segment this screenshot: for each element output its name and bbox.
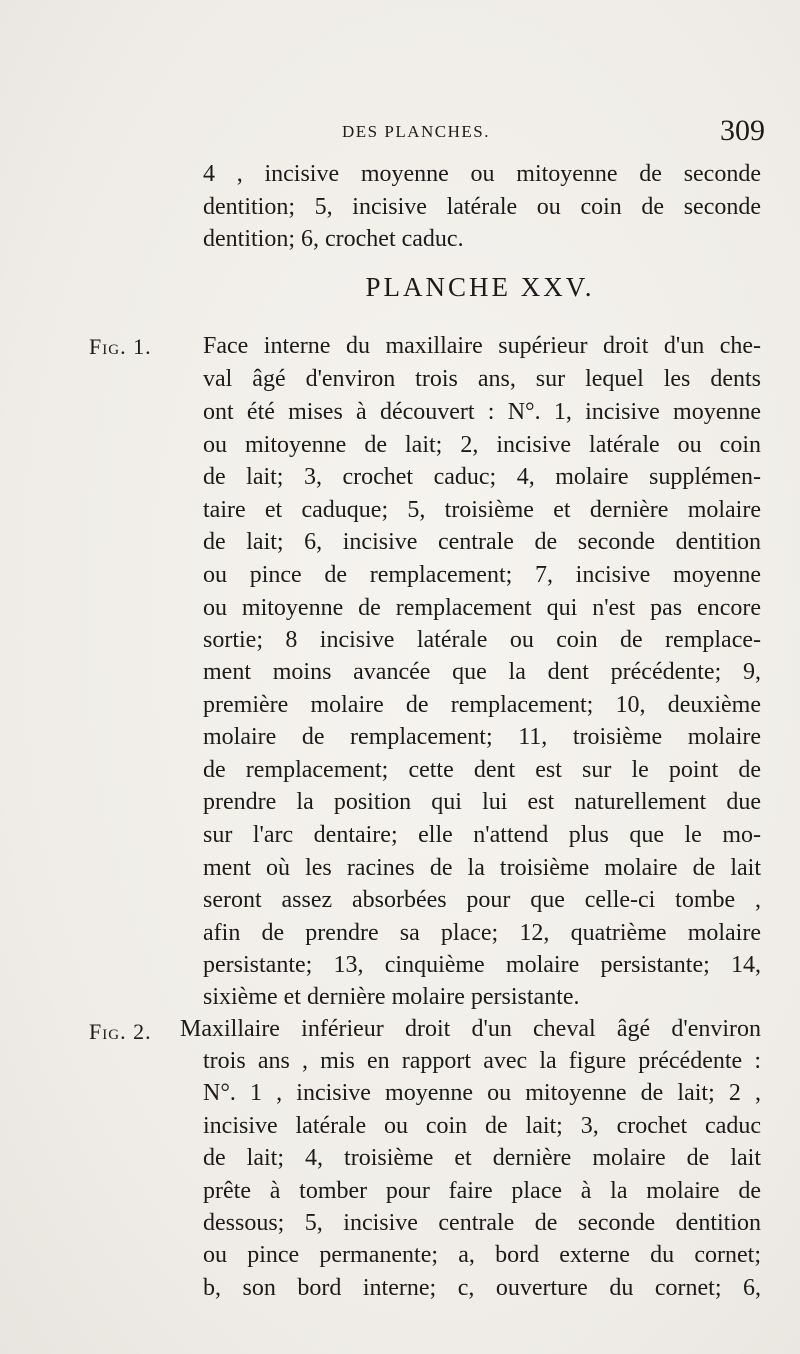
figure-text-line: de remplacement; cette dent est sur le point de [203,757,761,783]
figure-text-line: prête à tomber pour faire place à la molaire de [203,1178,761,1204]
figure-text-line: Face interne du maxillaire supérieur droit d'un che- [203,333,761,359]
figure-text-line: trois ans , mis en rapport avec la figure précédente : [203,1048,761,1074]
figure-text-line: première molaire de remplacement; 10, deuxième [203,692,761,718]
running-title: DES PLANCHES. [342,122,490,141]
running-head [200,114,765,154]
figure-text-line: molaire de remplacement; 11, troisième molaire [203,724,761,750]
figure-text-line: ou pince permanente; a, bord externe du cornet; [203,1242,761,1268]
figure-text-line: b, son bord interne; c, ouverture du cornet; 6, [203,1275,761,1301]
figure-text-line: sur l'arc dentaire; elle n'attend plus que le mo- [203,822,761,848]
figure-text-line: ou mitoyenne de lait; 2, incisive latérale ou coin [203,432,761,458]
figure-text-line: de lait; 6, incisive centrale de seconde dentition [203,529,761,555]
figure-label: Fig. 1. [89,334,152,359]
page-number: 309 [720,114,765,147]
figure-text-line: ment moins avancée que la dent précédente; 9, [203,659,761,685]
intro-line: dentition; 6, crochet caduc. [203,226,464,252]
figure-text-line: persistante; 13, cinquième molaire persistante; 14, [203,952,761,978]
figure-text-line: val âgé d'environ trois ans, sur lequel les dents [203,366,761,392]
plate-title: PLANCHE XXV. [365,272,595,302]
figure-text-line: afin de prendre sa place; 12, quatrième molaire [203,920,761,946]
figure-text-line: ment où les racines de la troisième molaire de lait [203,855,761,881]
figure-text-line: N°. 1 , incisive moyenne ou mitoyenne de lait; 2 , [203,1080,761,1106]
figure-text-line: ou mitoyenne de remplacement qui n'est pas encore [203,595,761,621]
figure-text-line: ont été mises à découvert : N°. 1, incisive moyenne [203,399,761,425]
figure-text-line: sixième et dernière molaire persistante. [203,984,580,1010]
intro-line: 4 , incisive moyenne ou mitoyenne de seconde [203,161,761,187]
figure-text-line: incisive latérale ou coin de lait; 3, crochet caduc [203,1113,761,1139]
figure-text-line: Maxillaire inférieur droit d'un cheval âgé d'environ [180,1016,761,1042]
figure-text-line: sortie; 8 incisive latérale ou coin de remplace- [203,627,761,653]
figure-text-line: dessous; 5, incisive centrale de seconde dentition [203,1210,761,1236]
figure-text-line: taire et caduque; 5, troisième et dernière molaire [203,497,761,523]
figure-text-line: prendre la position qui lui est naturellement due [203,789,761,815]
figure-label: Fig. 2. [89,1019,152,1044]
figure-text-line: seront assez absorbées pour que celle-ci tombe , [203,887,761,913]
figure-text-line: ou pince de remplacement; 7, incisive moyenne [203,562,761,588]
figure-text-line: de lait; 3, crochet caduc; 4, molaire supplémen- [203,464,761,490]
intro-line: dentition; 5, incisive latérale ou coin de seconde [203,194,761,220]
figure-text-line: de lait; 4, troisième et dernière molaire de lait [203,1145,761,1171]
